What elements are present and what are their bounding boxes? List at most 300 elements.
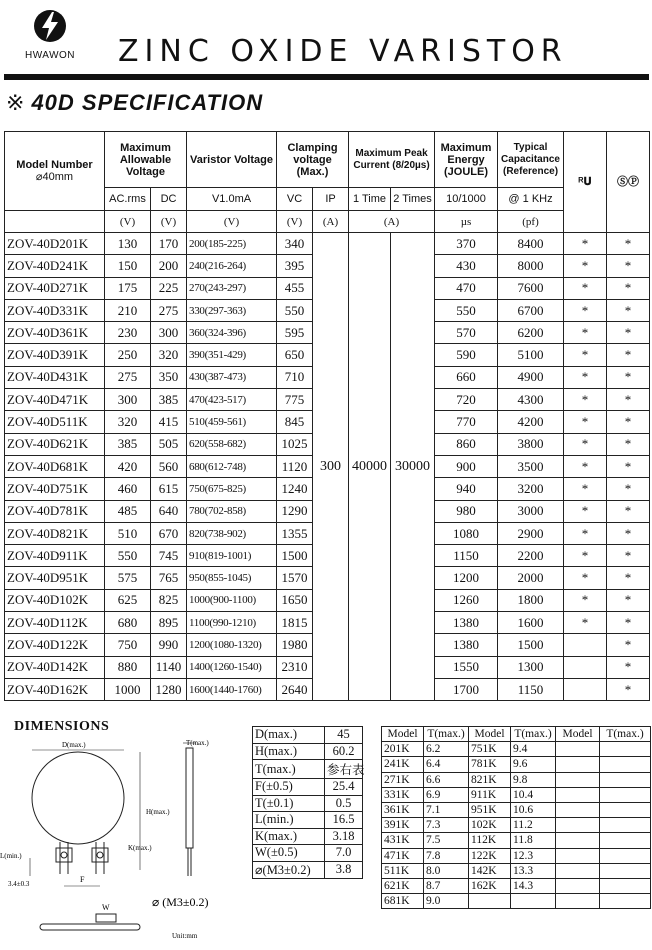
spec-csa-cell: * [607,233,650,255]
tmax-header-model: Model [556,727,600,742]
spec-energy-cell: 770 [435,411,498,433]
spec-csa-cell: * [607,612,650,634]
unit-pf: (pf) [498,211,564,233]
dimension-value: 参右表 [325,760,363,779]
dim-w-label: W [102,903,110,912]
spec-ac-cell: 485 [105,500,151,522]
tmax-row [382,833,651,848]
spec-vc-cell: 455 [277,277,313,299]
spec-dc-cell: 225 [151,277,187,299]
dim-f-label: F [80,875,85,884]
tmax-model-cell: 271K [382,772,424,787]
spec-dc-cell: 415 [151,411,187,433]
tmax-model-cell: 621K [382,878,424,893]
spec-dc-cell: 670 [151,522,187,544]
sub-ip: IP [313,188,349,211]
spec-model-cell: ZOV-40D142K [5,656,105,678]
tmax-row [382,802,651,817]
tmax-header-model: Model [469,727,511,742]
spec-ac-cell: 1000 [105,678,151,700]
spec-varistor-cell: 240(216-264) [187,255,277,277]
tmax-header-tmax: T(max.) [600,727,651,742]
dimension-value: 0.5 [325,795,363,812]
tmax-model-cell [556,818,600,833]
spec-energy-cell: 1380 [435,634,498,656]
spec-cap-cell: 2900 [498,522,564,544]
spec-ul-cell: * [564,233,607,255]
spec-cap-cell: 4900 [498,366,564,388]
sub-v1ma: V1.0mA [187,188,277,211]
spec-varistor-cell: 820(738-902) [187,522,277,544]
tmax-model-cell: 102K [469,818,511,833]
tmax-value-cell: 14.3 [511,878,556,893]
spec-energy-cell: 1200 [435,567,498,589]
dimension-value: 45 [325,727,363,744]
dim-h-label: H(max.) [146,808,170,816]
spec-csa-cell: * [607,366,650,388]
tmax-model-cell: 391K [382,818,424,833]
spec-cap-cell: 1300 [498,656,564,678]
tmax-model-cell: 241K [382,757,424,772]
col-peak-current: Maximum Peak Current (8/20µs) [349,132,435,188]
tmax-table [381,726,651,909]
tmax-model-cell [556,772,600,787]
spec-energy-cell: 860 [435,433,498,455]
spec-vc-cell: 1290 [277,500,313,522]
spec-energy-cell: 720 [435,389,498,411]
unit-a: (A) [313,211,349,233]
spec-ul-cell: * [564,589,607,611]
sub-energy: 10/1000 [435,188,498,211]
spec-ac-cell: 300 [105,389,151,411]
spec-energy-cell: 570 [435,322,498,344]
dimension-row [253,845,363,862]
tmax-row [382,894,651,909]
spec-cap-cell: 7600 [498,277,564,299]
dimension-label: W(±0.5) [253,845,325,862]
spec-model-cell: ZOV-40D781K [5,500,105,522]
spec-varistor-cell: 780(702-858) [187,500,277,522]
tmax-model-cell [556,878,600,893]
tmax-model-cell [556,757,600,772]
spec-vc-cell: 1650 [277,589,313,611]
spec-peak2-cell: 30000 [391,233,435,701]
tmax-value-cell: 7.8 [424,848,469,863]
col-clamping: Clamping voltage (Max.) [277,132,349,188]
tmax-row [382,818,651,833]
dimension-label: K(max.) [253,828,325,845]
spec-model-cell: ZOV-40D162K [5,678,105,700]
tmax-model-cell: 751K [469,742,511,757]
spec-varistor-cell: 680(612-748) [187,455,277,477]
spec-heading-text: 40D SPECIFICATION [31,90,264,115]
spec-dc-cell: 990 [151,634,187,656]
spec-dc-cell: 1140 [151,656,187,678]
spec-ac-cell: 230 [105,322,151,344]
tmax-row [382,772,651,787]
ul-mark-icon: ᴿ𝐔 [578,176,592,188]
spec-ac-cell: 130 [105,233,151,255]
spec-ul-cell: * [564,366,607,388]
spec-ul-cell [564,678,607,700]
spec-cap-cell: 8400 [498,233,564,255]
spec-ac-cell: 175 [105,277,151,299]
tmax-row [382,742,651,757]
spec-vc-cell: 2640 [277,678,313,700]
spec-energy-cell: 470 [435,277,498,299]
tmax-model-cell: 681K [382,894,424,909]
tmax-row [382,863,651,878]
spec-ac-cell: 275 [105,366,151,388]
spec-ul-cell: * [564,500,607,522]
tmax-value-cell: 9.8 [511,772,556,787]
spec-energy-cell: 1550 [435,656,498,678]
spec-csa-cell: * [607,567,650,589]
dimension-label: L(min.) [253,812,325,829]
spec-table [4,131,650,701]
spec-ul-cell: * [564,522,607,544]
spec-ac-cell: 385 [105,433,151,455]
page-title: ZINC OXIDE VARISTOR [118,34,568,69]
spec-model-cell: ZOV-40D122K [5,634,105,656]
tmax-value-cell: 11.8 [511,833,556,848]
spec-ul-cell: * [564,322,607,344]
spec-model-cell: ZOV-40D361K [5,322,105,344]
tmax-model-cell: 431K [382,833,424,848]
spec-ul-cell: * [564,411,607,433]
spec-ac-cell: 320 [105,411,151,433]
company-logo [18,6,82,70]
spec-model-cell: ZOV-40D391K [5,344,105,366]
spec-csa-cell: * [607,455,650,477]
spec-ac-cell: 625 [105,589,151,611]
dimension-label: D(max.) [253,727,325,744]
tmax-model-cell [556,742,600,757]
spec-model-cell: ZOV-40D431K [5,366,105,388]
spec-csa-cell: * [607,656,650,678]
dimension-value: 25.4 [325,779,363,796]
spec-model-cell: ZOV-40D271K [5,277,105,299]
spec-vc-cell: 1980 [277,634,313,656]
lightning-icon [32,8,68,44]
spec-energy-cell: 1700 [435,678,498,700]
col-ul [564,132,607,233]
spec-dc-cell: 640 [151,500,187,522]
spec-cap-cell: 2000 [498,567,564,589]
spec-vc-cell: 395 [277,255,313,277]
header [0,0,652,80]
tmax-model-cell: 361K [382,802,424,817]
tmax-row [382,878,651,893]
spec-dc-cell: 505 [151,433,187,455]
tmax-model-cell: 821K [469,772,511,787]
spec-model-cell: ZOV-40D241K [5,255,105,277]
dimensions-table [252,726,363,879]
col-csa [607,132,650,233]
tmax-value-cell: 7.5 [424,833,469,848]
spec-ul-cell [564,634,607,656]
dimension-row [253,727,363,744]
dimension-value: 3.8 [325,861,363,878]
spec-ac-cell: 550 [105,545,151,567]
col-max-voltage: Maximum Allowable Voltage [105,132,187,188]
col-energy: Maximum Energy (JOULE) [435,132,498,188]
spec-ac-cell: 575 [105,567,151,589]
dimension-row [253,760,363,779]
dim-l-label: L(min.) [0,852,22,860]
spec-varistor-cell: 1100(990-1210) [187,612,277,634]
spec-energy-cell: 1260 [435,589,498,611]
spec-csa-cell: * [607,545,650,567]
spec-cap-cell: 4200 [498,411,564,433]
spec-ul-cell: * [564,612,607,634]
spec-row [5,233,650,255]
spec-varistor-cell: 1200(1080-1320) [187,634,277,656]
tmax-model-cell: 162K [469,878,511,893]
spec-ul-cell: * [564,255,607,277]
tmax-value-cell [600,833,651,848]
spec-vc-cell: 1355 [277,522,313,544]
spec-dc-cell: 745 [151,545,187,567]
tmax-value-cell: 9.4 [511,742,556,757]
dimension-label: F(±0.5) [253,779,325,796]
tmax-model-cell [556,787,600,802]
spec-vc-cell: 1025 [277,433,313,455]
spec-ul-cell: * [564,478,607,500]
spec-dc-cell: 615 [151,478,187,500]
tmax-model-cell: 112K [469,833,511,848]
tmax-value-cell: 9.6 [511,757,556,772]
spec-dc-cell: 300 [151,322,187,344]
dimension-row [253,743,363,760]
dimension-row [253,861,363,878]
dimension-value: 16.5 [325,812,363,829]
spec-ac-cell: 150 [105,255,151,277]
tmax-value-cell [600,742,651,757]
spec-energy-cell: 430 [435,255,498,277]
spec-energy-cell: 1080 [435,522,498,544]
spec-vc-cell: 2310 [277,656,313,678]
spec-cap-cell: 4300 [498,389,564,411]
spec-dc-cell: 200 [151,255,187,277]
spec-model-cell: ZOV-40D821K [5,522,105,544]
spec-heading [6,90,263,116]
spec-ac-cell: 680 [105,612,151,634]
spec-ul-cell: * [564,299,607,321]
spec-energy-cell: 1380 [435,612,498,634]
spec-energy-cell: 590 [435,344,498,366]
col-model: Model Number ⌀40mm [5,132,105,211]
tmax-model-cell: 471K [382,848,424,863]
spec-cap-cell: 3500 [498,455,564,477]
spec-dc-cell: 350 [151,366,187,388]
tmax-value-cell: 6.2 [424,742,469,757]
spec-ac-cell: 460 [105,478,151,500]
spec-ul-cell: * [564,344,607,366]
spec-model-cell: ZOV-40D201K [5,233,105,255]
tmax-model-cell: 142K [469,863,511,878]
spec-csa-cell: * [607,344,650,366]
tmax-value-cell: 7.1 [424,802,469,817]
dimension-label: H(max.) [253,743,325,760]
spec-csa-cell: * [607,433,650,455]
spec-csa-cell: * [607,478,650,500]
spec-varistor-cell: 1400(1260-1540) [187,656,277,678]
spec-peak1-cell: 40000 [349,233,391,701]
unit-model [5,211,105,233]
spec-model-cell: ZOV-40D911K [5,545,105,567]
spec-ac-cell: 210 [105,299,151,321]
tmax-model-cell [556,802,600,817]
spec-vc-cell: 650 [277,344,313,366]
spec-csa-cell: * [607,299,650,321]
tmax-row [382,848,651,863]
spec-vc-cell: 775 [277,389,313,411]
tmax-value-cell [600,818,651,833]
tmax-header-model: Model [382,727,424,742]
spec-vc-cell: 550 [277,299,313,321]
spec-dc-cell: 765 [151,567,187,589]
spec-csa-cell: * [607,322,650,344]
spec-varistor-cell: 950(855-1045) [187,567,277,589]
dimension-label: T(max.) [253,760,325,779]
tmax-value-cell: 7.3 [424,818,469,833]
spec-ac-cell: 250 [105,344,151,366]
spec-model-cell: ZOV-40D951K [5,567,105,589]
spec-varistor-cell: 910(819-1001) [187,545,277,567]
spec-model-cell: ZOV-40D471K [5,389,105,411]
spec-ul-cell: * [564,433,607,455]
tmax-value-cell: 6.9 [424,787,469,802]
col-varistor-voltage: Varistor Voltage [187,132,277,188]
unit-a: (A) [349,211,435,233]
spec-cap-cell: 1800 [498,589,564,611]
spec-vc-cell: 595 [277,322,313,344]
tmax-value-cell: 6.6 [424,772,469,787]
spec-energy-cell: 660 [435,366,498,388]
unit-v: (V) [187,211,277,233]
tmax-header-tmax: T(max.) [511,727,556,742]
spec-dc-cell: 1280 [151,678,187,700]
spec-ul-cell: * [564,455,607,477]
dimension-label: ⌀(M3±0.2) [253,861,325,878]
tmax-model-cell [556,833,600,848]
sub-vc: VC [277,188,313,211]
unit-v: (V) [151,211,187,233]
tmax-value-cell: 12.3 [511,848,556,863]
spec-ac-cell: 750 [105,634,151,656]
spec-energy-cell: 980 [435,500,498,522]
spec-vc-cell: 1570 [277,567,313,589]
sub-dc: DC [151,188,187,211]
spec-cap-cell: 1500 [498,634,564,656]
spec-vc-cell: 1500 [277,545,313,567]
spec-dc-cell: 170 [151,233,187,255]
spec-csa-cell: * [607,500,650,522]
spec-cap-cell: 1150 [498,678,564,700]
spec-dc-cell: 560 [151,455,187,477]
dimension-value: 3.18 [325,828,363,845]
tmax-value-cell: 6.4 [424,757,469,772]
tmax-value-cell [511,894,556,909]
spec-cap-cell: 3000 [498,500,564,522]
tmax-model-cell: 951K [469,802,511,817]
dim-t-label: T(max.) [186,739,209,747]
spec-cap-cell: 1600 [498,612,564,634]
sub-acrms: AC.rms [105,188,151,211]
tmax-model-cell: 781K [469,757,511,772]
spec-energy-cell: 1150 [435,545,498,567]
spec-dc-cell: 385 [151,389,187,411]
spec-energy-cell: 370 [435,233,498,255]
tmax-value-cell [600,863,651,878]
spec-varistor-cell: 390(351-429) [187,344,277,366]
tmax-value-cell [600,894,651,909]
spec-cap-cell: 5100 [498,344,564,366]
dimension-row [253,795,363,812]
sub-cap: @ 1 KHz [498,188,564,211]
logo-text: HWAWON [24,50,76,61]
tmax-model-cell: 511K [382,863,424,878]
spec-vc-cell: 710 [277,366,313,388]
spec-varistor-cell: 360(324-396) [187,322,277,344]
tmax-model-cell: 331K [382,787,424,802]
spec-dc-cell: 895 [151,612,187,634]
csa-mark-icon: ⓈⓅ [617,176,640,188]
spec-ac-cell: 420 [105,455,151,477]
spec-model-cell: ZOV-40D511K [5,411,105,433]
spec-csa-cell: * [607,277,650,299]
reference-mark: ※ [6,90,26,115]
tmax-value-cell [600,848,651,863]
spec-ul-cell: * [564,545,607,567]
tmax-model-cell: 122K [469,848,511,863]
spec-vc-cell: 340 [277,233,313,255]
spec-ul-cell: * [564,389,607,411]
spec-varistor-cell: 1000(900-1100) [187,589,277,611]
spec-ac-cell: 880 [105,656,151,678]
spec-csa-cell: * [607,522,650,544]
dim-d-label: D(max.) [62,741,86,749]
tmax-value-cell [600,787,651,802]
spec-cap-cell: 3800 [498,433,564,455]
spec-varistor-cell: 1600(1440-1760) [187,678,277,700]
tmax-model-cell: 911K [469,787,511,802]
spec-energy-cell: 900 [435,455,498,477]
tmax-value-cell: 13.3 [511,863,556,878]
spec-csa-cell: * [607,634,650,656]
dim-lead-label: 3.4±0.3 [8,880,30,888]
tmax-value-cell: 11.2 [511,818,556,833]
spec-dc-cell: 825 [151,589,187,611]
spec-model-cell: ZOV-40D621K [5,433,105,455]
spec-model-cell: ZOV-40D751K [5,478,105,500]
tmax-value-cell: 10.6 [511,802,556,817]
tmax-header-tmax: T(max.) [424,727,469,742]
tmax-row [382,787,651,802]
spec-varistor-cell: 620(558-682) [187,433,277,455]
sub-time1: 1 Time [349,188,391,211]
dim-m3-label: ⌀ (M3±0.2) [152,895,209,909]
unit-note: Unit:mm [172,932,198,940]
spec-cap-cell: 3200 [498,478,564,500]
spec-cap-cell: 2200 [498,545,564,567]
spec-vc-cell: 845 [277,411,313,433]
spec-model-cell: ZOV-40D102K [5,589,105,611]
unit-v: (V) [277,211,313,233]
tmax-value-cell [600,772,651,787]
tmax-value-cell: 8.0 [424,863,469,878]
